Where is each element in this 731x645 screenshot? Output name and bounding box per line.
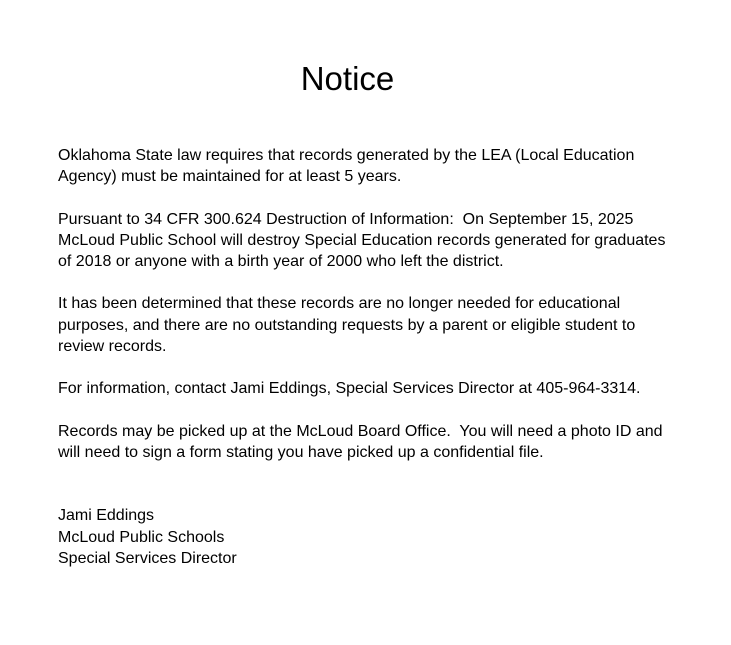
notice-body xyxy=(58,145,683,569)
paragraph-records-law: Oklahoma State law requires that records generated by the LEA (Local Education Agency) must be maintained for at least 5 years. xyxy=(58,147,638,186)
paragraph-determination: It has been determined that these records are no longer needed for educational purposes, and there are no outstanding requests by a parent or eligible student to review records. xyxy=(58,295,640,356)
signature-name: Jami Eddings xyxy=(58,507,155,525)
signature-block xyxy=(58,505,683,569)
paragraph-pickup-instructions: Records may be picked up at the McLoud Board Office. You will need a photo ID and will need to sign a form stating you have picked up a confidential file. xyxy=(58,422,667,461)
signature-position: Special Services Director xyxy=(58,549,237,567)
signature-organization: McLoud Public Schools xyxy=(58,528,225,546)
paragraph-contact-info: For information, contact Jami Eddings, Special Services Director at 405-964-3314. xyxy=(58,380,641,398)
paragraph-destruction-notice: Pursuant to 34 CFR 300.624 Destruction of Information: On September 15, 2025 McLoud Public School will destroy Special Education records generated for graduates of 2018 or anyone with a birth year of 2000 who left the district. xyxy=(58,210,670,271)
page-title: Notice xyxy=(300,60,395,97)
